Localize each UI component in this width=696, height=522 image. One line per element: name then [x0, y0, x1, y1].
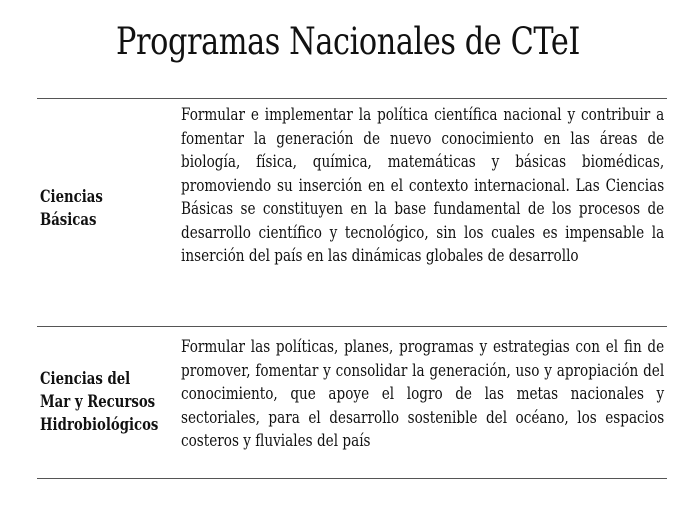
row-divider	[37, 326, 667, 327]
program-description: Formular las políticas, planes, programas y estrategias con el fin de promover, fomentar y consolidar la generación, uso y apropiación del conocimiento, que apoye el logro de las metas nacionales y sectoriales, para el desarrollo sostenible del océano, los espacios costeros y fluviales del país	[181, 337, 665, 451]
table-top-rule	[37, 98, 667, 99]
table-bottom-rule	[37, 478, 667, 479]
program-name: Ciencias del Mar y Recursos Hidrobiológicos	[40, 369, 159, 435]
table-row	[37, 334, 667, 474]
program-description: Formular e implementar la política científica nacional y contribuir a fomentar la generación de nuevo conocimiento en las áreas de biología, física, química, matemáticas y básicas biomédicas, promoviendo su inserción en el contexto internacional. Las Ciencias Básicas se constituyen en la base fundamental de los procesos de desarrollo científico y tecnológico, sin los cuales es impensable la inserción del país en las dinámicas globales de desarrollo	[181, 105, 665, 266]
table-row	[37, 104, 667, 322]
program-name: Ciencias Básicas	[40, 187, 103, 230]
page-title: Programas Nacionales de CTeI	[116, 20, 580, 63]
